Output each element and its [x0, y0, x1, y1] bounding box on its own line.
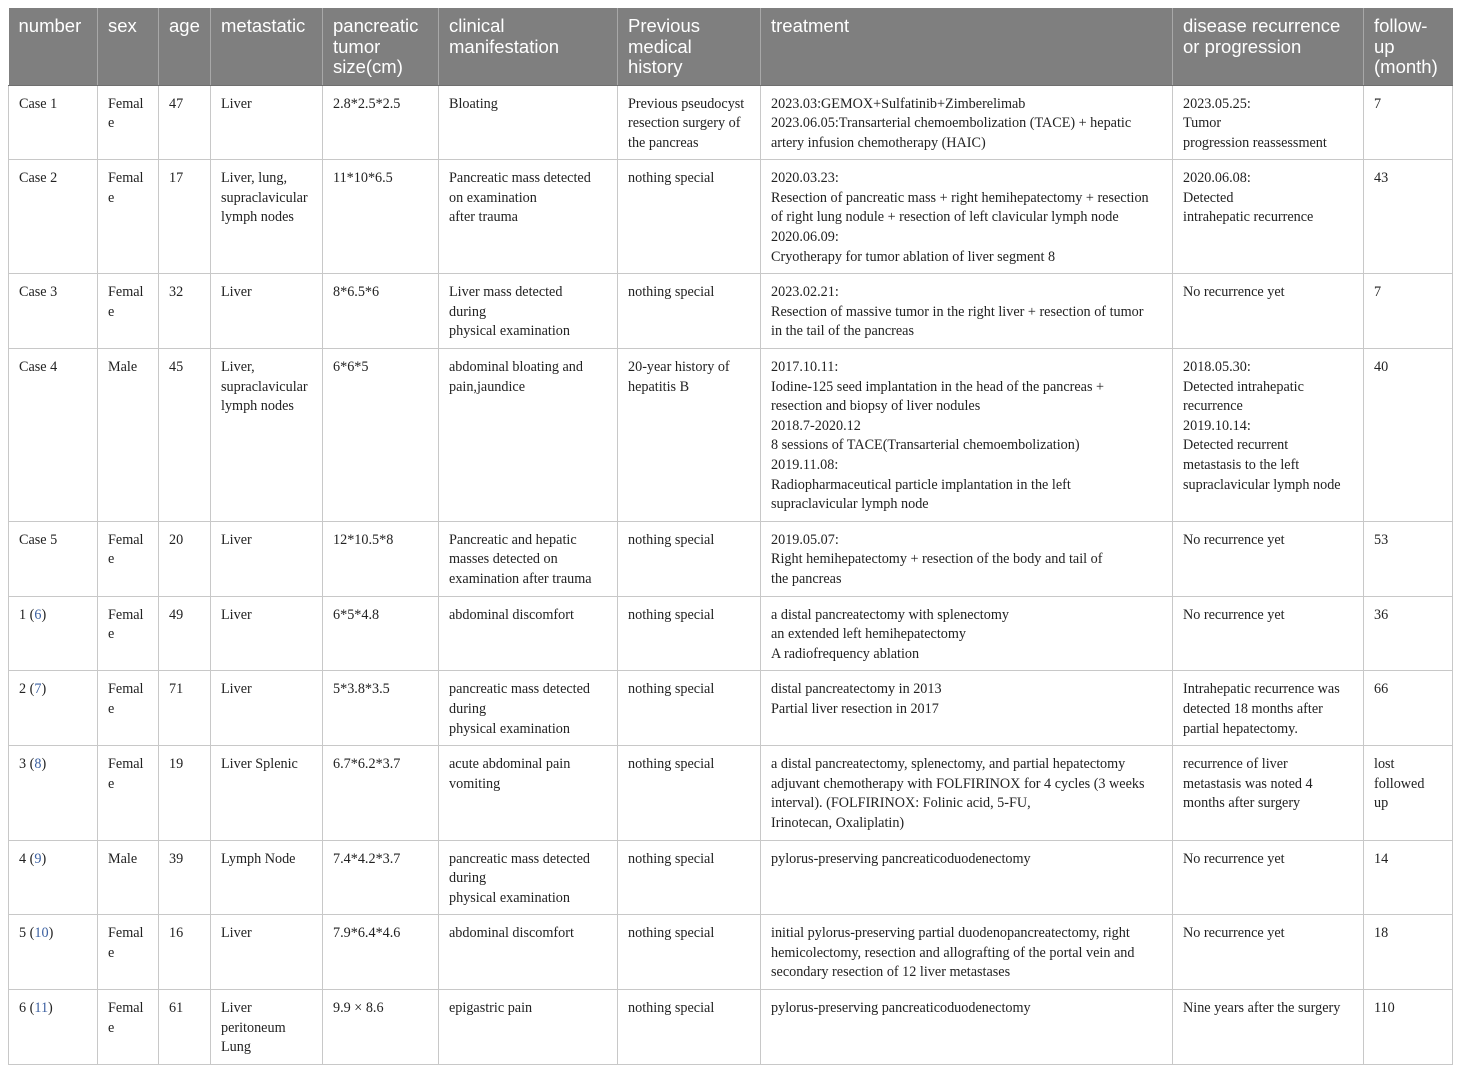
treatment-cell: a distal pancreatectomy with splenectomy an extended left hemihepatectomy A radiofrequency ablation — [761, 596, 1173, 671]
tumor-size-cell: 12*10.5*8 — [323, 521, 439, 596]
medical-history-cell: nothing special — [618, 160, 761, 274]
tumor-size-cell: 5*3.8*3.5 — [323, 671, 439, 746]
reference-link[interactable]: 11 — [34, 1000, 49, 1017]
treatment-cell: pylorus-preserving pancreaticoduodenectomy — [761, 990, 1173, 1065]
case-number-cell — [9, 349, 98, 522]
case-number-cell — [9, 596, 98, 671]
sex-cell: Female — [98, 521, 159, 596]
case-number-cell — [9, 160, 98, 274]
column-header-treatment: treatment — [761, 8, 1173, 85]
table-row — [9, 746, 1453, 840]
age-cell: 45 — [159, 349, 211, 522]
column-header-number: number — [9, 8, 98, 85]
medical-history-cell: Previous pseudocyst resection surgery of the pancreas — [618, 85, 761, 160]
table-row — [9, 85, 1453, 160]
tumor-size-cell: 6.7*6.2*3.7 — [323, 746, 439, 840]
metastatic-cell: Liver — [211, 671, 323, 746]
tumor-size-cell: 7.4*4.2*3.7 — [323, 840, 439, 915]
case-number-cell — [9, 746, 98, 840]
treatment-cell: initial pylorus-preserving partial duodenopancreatectomy, right hemicolectomy, resection and allografting of the portal vein and secondary resection of 12 liver metastases — [761, 915, 1173, 990]
case-number-cell — [9, 671, 98, 746]
case-number-label: 2 ( — [19, 681, 35, 698]
clinical-manifestation-cell: epigastric pain — [439, 990, 618, 1065]
medical-history-cell: nothing special — [618, 274, 761, 349]
follow-up-cell: 7 — [1364, 274, 1453, 349]
age-cell: 16 — [159, 915, 211, 990]
column-header-sex: sex — [98, 8, 159, 85]
table-row — [9, 990, 1453, 1065]
case-number-label: Case 1 — [19, 95, 58, 112]
clinical-manifestation-cell: abdominal discomfort — [439, 596, 618, 671]
metastatic-cell: Lymph Node — [211, 840, 323, 915]
reference-link[interactable]: 10 — [34, 925, 49, 942]
case-number-label: 4 ( — [19, 850, 35, 867]
case-number-suffix: ) — [48, 925, 54, 942]
sex-cell: Female — [98, 915, 159, 990]
age-cell: 19 — [159, 746, 211, 840]
column-header-recurrence: disease recurrence or progression — [1173, 8, 1364, 85]
metastatic-cell: Liver — [211, 521, 323, 596]
treatment-cell: 2023.03:GEMOX+Sulfatinib+Zimberelimab 2023.06.05:Transarterial chemoembolization (TACE) + hepatic artery infusion chemotherapy (HAIC) — [761, 85, 1173, 160]
follow-up-cell: 66 — [1364, 671, 1453, 746]
follow-up-cell: 36 — [1364, 596, 1453, 671]
medical-history-cell: nothing special — [618, 915, 761, 990]
recurrence-cell: No recurrence yet — [1173, 915, 1364, 990]
age-cell: 17 — [159, 160, 211, 274]
recurrence-cell: No recurrence yet — [1173, 521, 1364, 596]
medical-history-cell: nothing special — [618, 990, 761, 1065]
column-header-age: age — [159, 8, 211, 85]
case-number-label: 6 ( — [19, 1000, 35, 1017]
follow-up-cell: 53 — [1364, 521, 1453, 596]
follow-up-cell: 18 — [1364, 915, 1453, 990]
case-number-cell — [9, 85, 98, 160]
recurrence-cell: 2020.06.08: Detected intrahepatic recurrence — [1173, 160, 1364, 274]
tumor-size-cell: 6*6*5 — [323, 349, 439, 522]
case-number-cell — [9, 990, 98, 1065]
reference-link[interactable]: 6 — [34, 606, 42, 623]
sex-cell: Female — [98, 671, 159, 746]
metastatic-cell: Liver peritoneum Lung — [211, 990, 323, 1065]
recurrence-cell: No recurrence yet — [1173, 274, 1364, 349]
treatment-cell: 2019.05.07: Right hemihepatectomy + resection of the body and tail of the pancreas — [761, 521, 1173, 596]
sex-cell: Male — [98, 840, 159, 915]
follow-up-cell: lost followed up — [1364, 746, 1453, 840]
recurrence-cell: Intrahepatic recurrence was detected 18 months after partial hepatectomy. — [1173, 671, 1364, 746]
tumor-size-cell: 11*10*6.5 — [323, 160, 439, 274]
age-cell: 20 — [159, 521, 211, 596]
follow-up-cell: 40 — [1364, 349, 1453, 522]
table-row — [9, 671, 1453, 746]
case-number-suffix: ) — [41, 606, 47, 623]
treatment-cell: 2023.02.21: Resection of massive tumor in the right liver + resection of tumor in the tail of the pancreas — [761, 274, 1173, 349]
clinical-manifestation-cell: Liver mass detected during physical examination — [439, 274, 618, 349]
medical-history-cell: nothing special — [618, 746, 761, 840]
clinical-manifestation-cell: acute abdominal pain vomiting — [439, 746, 618, 840]
tumor-size-cell: 7.9*6.4*4.6 — [323, 915, 439, 990]
treatment-cell: 2017.10.11: Iodine-125 seed implantation in the head of the pancreas + resection and biopsy of liver nodules 2018.7-2020.12 8 sessions of TACE(Transarterial chemoembolization) 2019.11.08: Radiopharmaceutical particle implantation in the left supraclavicular lymph node — [761, 349, 1173, 522]
table-header — [9, 8, 1453, 85]
metastatic-cell: Liver — [211, 85, 323, 160]
tumor-size-cell: 9.9 × 8.6 — [323, 990, 439, 1065]
recurrence-cell: No recurrence yet — [1173, 596, 1364, 671]
metastatic-cell: Liver — [211, 596, 323, 671]
medical-history-cell: nothing special — [618, 671, 761, 746]
metastatic-cell: Liver, supraclavicular lymph nodes — [211, 349, 323, 522]
column-header-medical-history: Previous medical history — [618, 8, 761, 85]
reference-link[interactable]: 8 — [34, 756, 42, 773]
age-cell: 71 — [159, 671, 211, 746]
table-row — [9, 915, 1453, 990]
sex-cell: Female — [98, 746, 159, 840]
header-row — [9, 8, 1453, 85]
table-row — [9, 840, 1453, 915]
sex-cell: Female — [98, 990, 159, 1065]
tumor-size-cell: 6*5*4.8 — [323, 596, 439, 671]
treatment-cell: 2020.03.23: Resection of pancreatic mass + right hemihepatectomy + resection of right lung nodule + resection of left clavicular lymph node 2020.06.09: Cryotherapy for tumor ablation of liver segment 8 — [761, 160, 1173, 274]
case-number-label: Case 2 — [19, 170, 58, 187]
metastatic-cell: Liver — [211, 915, 323, 990]
clinical-manifestation-cell: Bloating — [439, 85, 618, 160]
reference-link[interactable]: 9 — [34, 850, 42, 867]
follow-up-cell: 110 — [1364, 990, 1453, 1065]
recurrence-cell: No recurrence yet — [1173, 840, 1364, 915]
table-row — [9, 160, 1453, 274]
case-number-suffix: ) — [41, 756, 47, 773]
sex-cell: Male — [98, 349, 159, 522]
recurrence-cell: 2023.05.25: Tumor progression reassessment — [1173, 85, 1364, 160]
case-number-suffix: ) — [41, 850, 47, 867]
medical-history-cell: 20-year history of hepatitis B — [618, 349, 761, 522]
case-number-label: Case 5 — [19, 531, 58, 548]
tumor-size-cell: 8*6.5*6 — [323, 274, 439, 349]
case-number-label: Case 3 — [19, 284, 58, 301]
clinical-manifestation-cell: Pancreatic mass detected on examination after trauma — [439, 160, 618, 274]
follow-up-cell: 7 — [1364, 85, 1453, 160]
follow-up-cell: 43 — [1364, 160, 1453, 274]
age-cell: 61 — [159, 990, 211, 1065]
treatment-cell: distal pancreatectomy in 2013 Partial liver resection in 2017 — [761, 671, 1173, 746]
case-number-cell — [9, 915, 98, 990]
metastatic-cell: Liver — [211, 274, 323, 349]
follow-up-cell: 14 — [1364, 840, 1453, 915]
clinical-manifestation-cell: pancreatic mass detected during physical examination — [439, 671, 618, 746]
column-header-tumor-size: pancreatic tumor size(cm) — [323, 8, 439, 85]
case-number-label: 1 ( — [19, 606, 35, 623]
reference-link[interactable]: 7 — [34, 681, 42, 698]
sex-cell: Female — [98, 596, 159, 671]
recurrence-cell: recurrence of liver metastasis was noted 4 months after surgery — [1173, 746, 1364, 840]
clinical-manifestation-cell: abdominal bloating and pain,jaundice — [439, 349, 618, 522]
table-row — [9, 521, 1453, 596]
metastatic-cell: Liver Splenic — [211, 746, 323, 840]
case-number-cell — [9, 840, 98, 915]
medical-history-cell: nothing special — [618, 521, 761, 596]
age-cell: 49 — [159, 596, 211, 671]
tumor-size-cell: 2.8*2.5*2.5 — [323, 85, 439, 160]
medical-history-cell: nothing special — [618, 840, 761, 915]
age-cell: 32 — [159, 274, 211, 349]
case-table-container — [8, 8, 1452, 1065]
table-row — [9, 596, 1453, 671]
clinical-manifestation-cell: Pancreatic and hepatic masses detected on examination after trauma — [439, 521, 618, 596]
clinical-manifestation-cell: abdominal discomfort — [439, 915, 618, 990]
case-number-cell — [9, 521, 98, 596]
sex-cell: Female — [98, 274, 159, 349]
metastatic-cell: Liver, lung, supraclavicular lymph nodes — [211, 160, 323, 274]
age-cell: 39 — [159, 840, 211, 915]
case-table — [8, 8, 1453, 1065]
case-number-cell — [9, 274, 98, 349]
table-row — [9, 274, 1453, 349]
recurrence-cell: Nine years after the surgery — [1173, 990, 1364, 1065]
column-header-clinical-manifestation: clinical manifestation — [439, 8, 618, 85]
case-number-label: 3 ( — [19, 756, 35, 773]
case-number-label: 5 ( — [19, 925, 35, 942]
table-row — [9, 349, 1453, 522]
sex-cell: Female — [98, 85, 159, 160]
case-number-suffix: ) — [48, 1000, 53, 1017]
treatment-cell: a distal pancreatectomy, splenectomy, and partial hepatectomy adjuvant chemotherapy with FOLFIRINOX for 4 cycles (3 weeks interval). (FOLFIRINOX: Folinic acid, 5-FU, Irinotecan, Oxaliplatin) — [761, 746, 1173, 840]
treatment-cell: pylorus-preserving pancreaticoduodenectomy — [761, 840, 1173, 915]
recurrence-cell: 2018.05.30: Detected intrahepatic recurrence 2019.10.14: Detected recurrent metastasis to the left supraclavicular lymph node — [1173, 349, 1364, 522]
sex-cell: Female — [98, 160, 159, 274]
age-cell: 47 — [159, 85, 211, 160]
column-header-follow-up: follow-up (month) — [1364, 8, 1453, 85]
case-number-suffix: ) — [41, 681, 47, 698]
case-number-label: Case 4 — [19, 359, 58, 376]
table-body — [9, 85, 1453, 1064]
column-header-metastatic: metastatic — [211, 8, 323, 85]
medical-history-cell: nothing special — [618, 596, 761, 671]
clinical-manifestation-cell: pancreatic mass detected during physical examination — [439, 840, 618, 915]
